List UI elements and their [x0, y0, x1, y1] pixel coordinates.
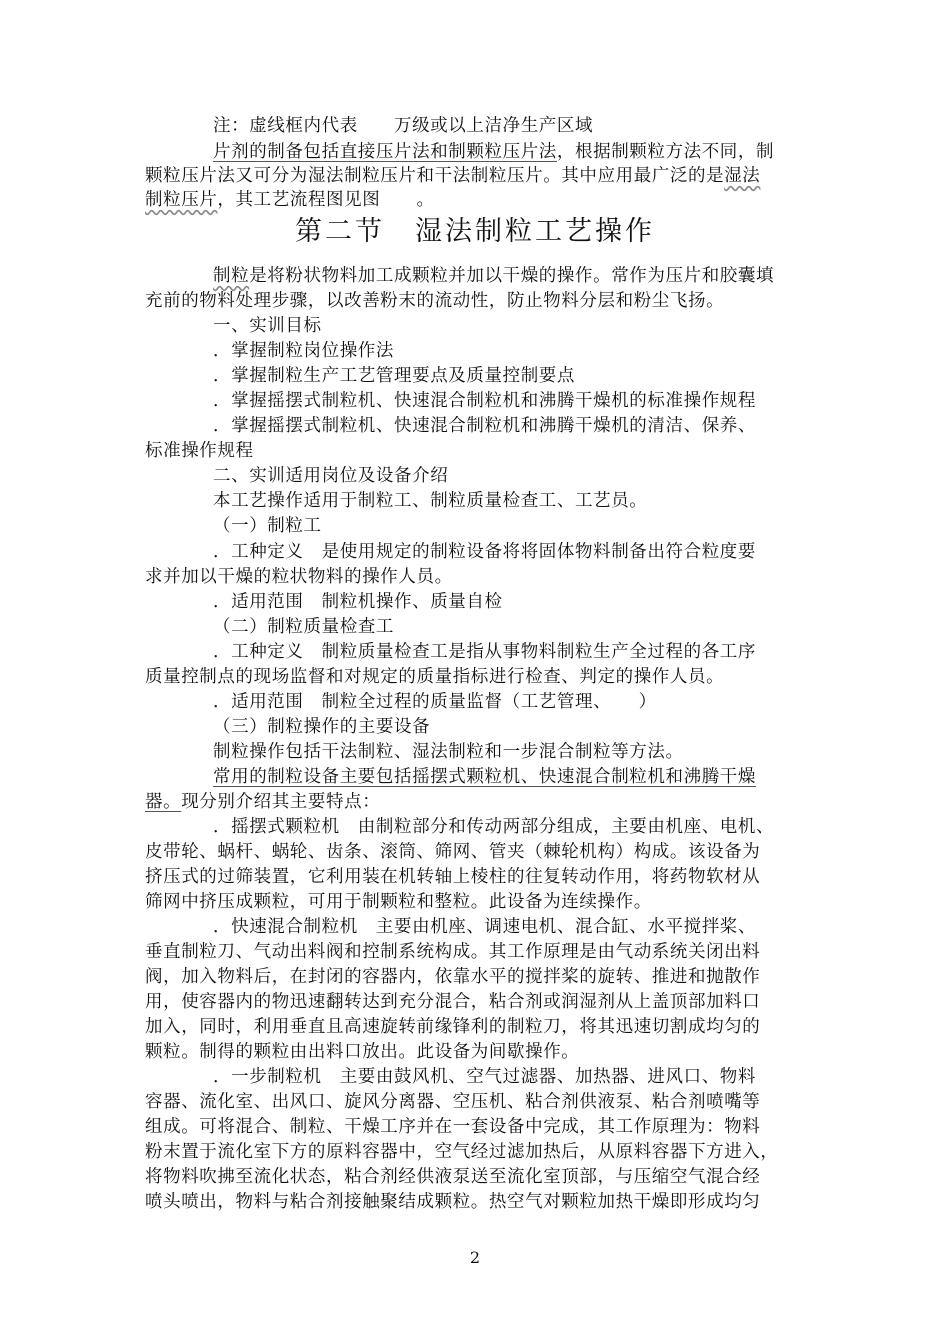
worker-definition-line: ．工种定义 是使用规定的制粒设备将将固体物料制备出符合粒度要 — [213, 542, 756, 562]
rapid-mixer-line: ．快速混合制粒机 主要由机座、调速电机、混合缸、水平搅拌桨、 — [213, 917, 756, 937]
one-step-granulator-line: 粉末置于流化室下方的原料容器中，空气经过滤加热后，从原料容器下方进入， — [145, 1142, 779, 1162]
intro-paragraph-line: 制粒压片，其工艺流程图见图 。 — [145, 190, 435, 210]
worker-definition-line: 求并加以干燥的粒状物料的操作人员。 — [145, 567, 453, 587]
positions-heading: 二、实训适用岗位及设备介绍 — [213, 466, 449, 486]
subsection-heading: （一）制粒工 — [213, 516, 322, 536]
objective-item: ．掌握制粒岗位操作法 — [213, 341, 394, 361]
swing-granulator-line: 挤压式的过筛装置，它利用装在机转轴上棱柱的往复转动作用，将药物软材从 — [145, 867, 761, 887]
section-heading: 第二节 湿法制粒工艺操作 — [295, 216, 655, 247]
objective-item-continuation: 标准操作规程 — [145, 441, 254, 461]
equipment-common-line: 器。现分别介绍其主要特点： — [145, 792, 381, 812]
underlined-text: 湿法 — [724, 166, 761, 186]
underlined-text: 片剂的制备包括直接压片法和制颗粒压片法 — [213, 142, 557, 162]
one-step-granulator-line: 将物料吹拂至流化状态，粘合剂经供液泵送至流化室顶部，与压缩空气混合经 — [145, 1167, 761, 1187]
inspector-scope: ．适用范围 制粒全过程的质量监督（工艺管理、 ） — [213, 692, 657, 712]
positions-intro: 本工艺操作适用于制粒工、制粒质量检查工、工艺员。 — [213, 491, 648, 511]
objective-item: ．掌握制粒生产工艺管理要点及质量控制要点 — [213, 366, 575, 386]
one-step-granulator-line: 容器、流化室、出风口、旋风分离器、空压机、粘合剂供液泵、粘合剂喷嘴等 — [145, 1092, 761, 1112]
definition-paragraph-line: 制粒是将粉状物料加工成颗粒并加以干燥的操作。常作为压片和胶囊填 — [213, 266, 775, 286]
subsection-heading: （二）制粒质量检查工 — [213, 617, 394, 637]
one-step-granulator-line: 喷头喷出，物料与粘合剂接触聚结成颗粒。热空气对颗粒加热干燥即形成均匀 — [145, 1192, 761, 1212]
intro-paragraph-line: 片剂的制备包括直接压片法和制颗粒压片法，根据制颗粒方法不同，制 — [213, 142, 775, 162]
rapid-mixer-line: 阀，加入物料后，在封闭的容器内，依靠水平的搅拌桨的旋转、推进和抛散作 — [145, 967, 761, 987]
one-step-granulator-line: 组成。可将混合、制粒、干燥工序并在一套设备中完成，其工作原理为：物料 — [145, 1117, 761, 1137]
flowchart-note: 注：虚线框内代表 万级或以上洁净生产区域 — [213, 116, 594, 136]
one-step-granulator-line: ．一步制粒机 主要由鼓风机、空气过滤器、加热器、进风口、物料 — [213, 1067, 756, 1087]
underlined-text: 常用的制粒设备主要包括摇摆式颗粒机、快速混合制粒机和沸腾干燥 — [213, 767, 756, 787]
rapid-mixer-line: 加入，同时，利用垂直且高速旋转前缘锋利的制粒刀，将其迅速切割成均匀的 — [145, 1017, 761, 1037]
inspector-definition-line: 质量控制点的现场监督和对规定的质量指标进行检查、判定的操作人员。 — [145, 667, 725, 687]
objective-item: ．掌握摇摆式制粒机、快速混合制粒机和沸腾干燥机的标准操作规程 — [213, 391, 756, 411]
underlined-text: 制粒 — [213, 266, 250, 286]
swing-granulator-line: 筛网中挤压成颗粒，可用于制颗粒和整粒。此设备为连续操作。 — [145, 892, 652, 912]
definition-paragraph-line: 充前的物料处理步骤，以改善粉末的流动性，防止物料分层和粉尘飞扬。 — [145, 291, 725, 311]
equipment-methods: 制粒操作包括干法制粒、湿法制粒和一步混合制粒等方法。 — [213, 742, 684, 762]
objective-item: ．掌握摇摆式制粒机、快速混合制粒机和沸腾干燥机的清洁、保养、 — [213, 416, 756, 436]
rapid-mixer-line: 用，使容器内的物迅速翻转达到充分混合，粘合剂或润湿剂从上盖顶部加料口 — [145, 992, 761, 1012]
underlined-text: 制粒压片 — [145, 190, 218, 210]
intro-paragraph-line: 颗粒压片法又可分为湿法制粒压片和干法制粒压片。其中应用最广泛的是湿法 — [145, 166, 761, 186]
subsection-heading: （三）制粒操作的主要设备 — [213, 717, 431, 737]
inspector-definition-line: ．工种定义 制粒质量检查工是指从事物料制粒生产全过程的各工序 — [213, 642, 756, 662]
objectives-heading: 一、实训目标 — [213, 316, 322, 336]
swing-granulator-line: 皮带轮、蜗杆、蜗轮、齿条、滚筒、筛网、管夹（棘轮机构）构成。该设备为 — [145, 842, 761, 862]
page-number: 2 — [469, 1248, 481, 1267]
rapid-mixer-line: 垂直制粒刀、气动出料阀和控制系统构成。其工作原理是由气动系统关闭出料 — [145, 942, 761, 962]
worker-scope: ．适用范围 制粒机操作、质量自检 — [213, 592, 503, 612]
swing-granulator-line: ．摇摆式颗粒机 由制粒部分和传动两部分组成，主要由机座、电机、 — [213, 817, 775, 837]
rapid-mixer-line: 颗粒。制得的颗粒由出料口放出。此设备为间歇操作。 — [145, 1042, 580, 1062]
equipment-common-line — [213, 765, 815, 789]
underlined-text: 器。 — [145, 792, 182, 812]
